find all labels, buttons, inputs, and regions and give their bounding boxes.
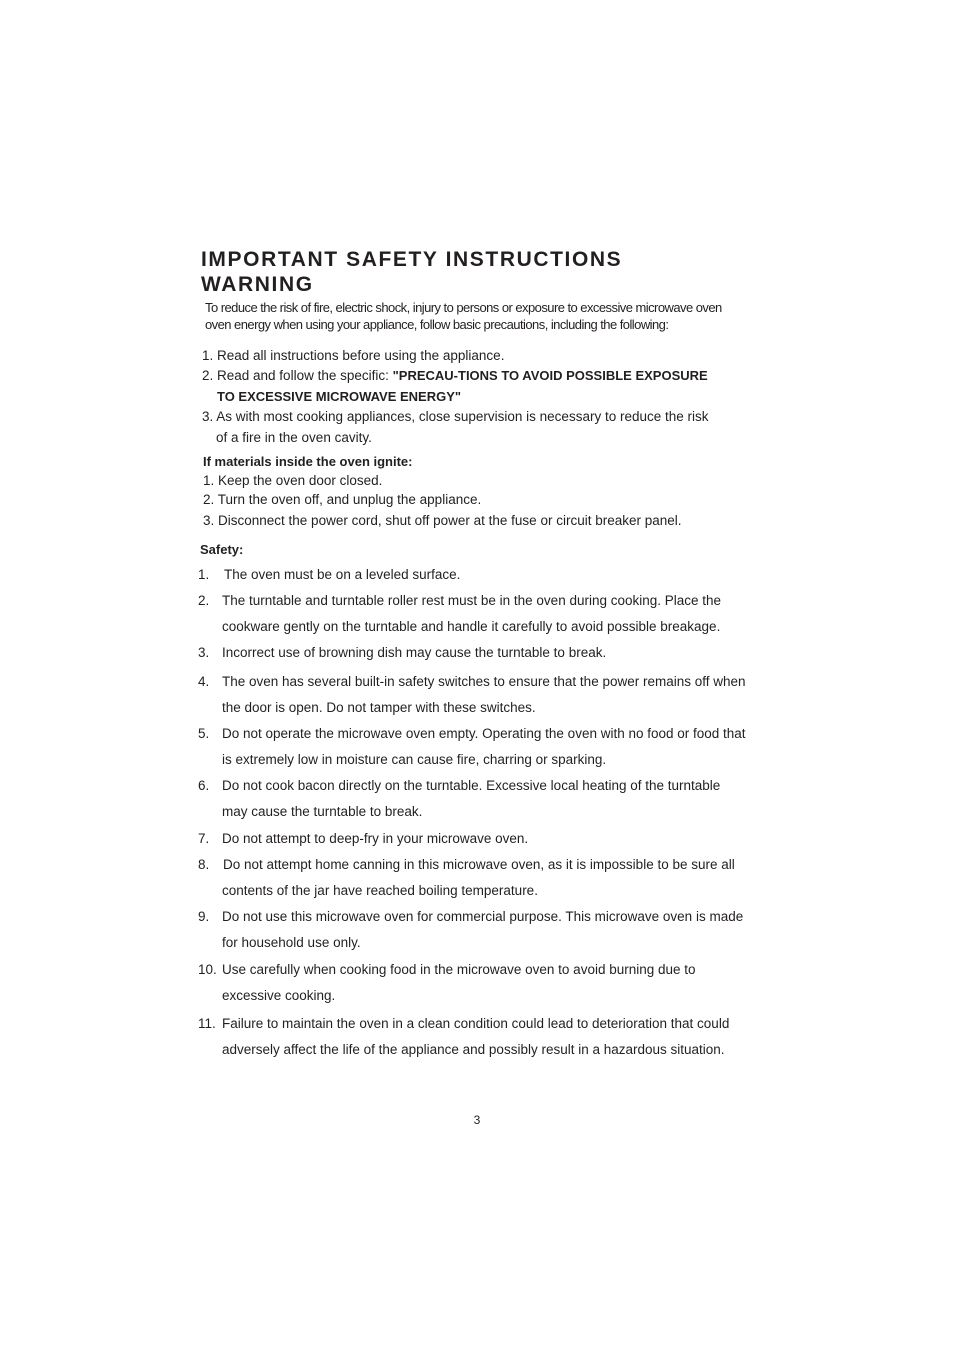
safety-item-6-number: 6. [198, 778, 210, 793]
intro-line-1: To reduce the risk of fire, electric shock, injury to persons or exposure to excessive microwave oven [205, 300, 722, 315]
general-item-1: 1. Read all instructions before using the appliance. [202, 348, 505, 363]
safety-item-5-number: 5. [198, 726, 210, 741]
ignite-item-2: 2. Turn the oven off, and unplug the appliance. [203, 492, 482, 507]
safety-item-11-cont: adversely affect the life of the appliance and possibly result in a hazardous situation. [222, 1042, 725, 1057]
ignite-heading: If materials inside the oven ignite: [203, 454, 413, 469]
safety-item-11-number: 11. [198, 1016, 216, 1031]
page-number: 3 [473, 1113, 481, 1127]
safety-item-10-cont: excessive cooking. [222, 988, 336, 1003]
safety-item-4-cont: the door is open. Do not tamper with these switches. [222, 700, 536, 715]
safety-item-8: Do not attempt home canning in this microwave oven, as it is impossible to be sure all [223, 857, 735, 872]
safety-heading: Safety: [200, 542, 244, 557]
ignite-item-1: 1. Keep the oven door closed. [203, 473, 383, 488]
safety-item-2-number: 2. [198, 593, 210, 608]
safety-item-4: The oven has several built-in safety switches to ensure that the power remains off when [222, 674, 746, 689]
general-item-3-cont: of a fire in the oven cavity. [216, 430, 372, 445]
safety-item-4-number: 4. [198, 674, 210, 689]
safety-item-8-cont: contents of the jar have reached boiling temperature. [222, 883, 538, 898]
safety-item-2: The turntable and turntable roller rest must be in the oven during cooking. Place the [222, 593, 722, 608]
general-item-3: 3. As with most cooking appliances, close supervision is necessary to reduce the risk [202, 409, 709, 424]
safety-item-3: Incorrect use of browning dish may cause the turntable to break. [222, 645, 607, 660]
safety-item-9: Do not use this microwave oven for commercial purpose. This microwave oven is made [222, 909, 744, 924]
general-item-2-emphasis-cont: TO EXCESSIVE MICROWAVE ENERGY" [217, 389, 462, 404]
safety-item-6: Do not cook bacon directly on the turntable. Excessive local heating of the turntable [222, 778, 721, 793]
general-item-2-prefix: 2. Read and follow the specific: [202, 368, 393, 383]
safety-item-7-number: 7. [198, 831, 210, 846]
safety-item-5: Do not operate the microwave oven empty. Operating the oven with no food or food that [222, 726, 746, 741]
general-item-2 [202, 368, 708, 383]
ignite-item-3: 3. Disconnect the power cord, shut off power at the fuse or circuit breaker panel. [203, 513, 682, 528]
safety-item-1-number: 1. [198, 567, 210, 582]
safety-item-6-cont: may cause the turntable to break. [222, 804, 423, 819]
safety-item-5-cont: is extremely low in moisture can cause fire, charring or sparking. [222, 752, 607, 767]
general-item-2-emphasis: "PRECAU-TIONS TO AVOID POSSIBLE EXPOSURE [392, 368, 708, 383]
safety-item-1: The oven must be on a leveled surface. [224, 567, 461, 582]
safety-item-9-number: 9. [198, 909, 210, 924]
page-title: IMPORTANT SAFETY INSTRUCTIONS [201, 248, 623, 271]
safety-item-10: Use carefully when cooking food in the microwave oven to avoid burning due to [222, 962, 696, 977]
safety-item-8-number: 8. [198, 857, 210, 872]
safety-item-2-cont: cookware gently on the turntable and handle it carefully to avoid possible breakage. [222, 619, 721, 634]
intro-line-2: oven energy when using your appliance, follow basic precautions, including the following: [205, 317, 669, 332]
safety-item-9-cont: for household use only. [222, 935, 361, 950]
safety-item-3-number: 3. [198, 645, 210, 660]
safety-item-11: Failure to maintain the oven in a clean condition could lead to deterioration that could [222, 1016, 730, 1031]
warning-heading: WARNING [201, 273, 314, 296]
safety-item-7: Do not attempt to deep-fry in your microwave oven. [222, 831, 529, 846]
safety-item-10-number: 10. [198, 962, 217, 977]
